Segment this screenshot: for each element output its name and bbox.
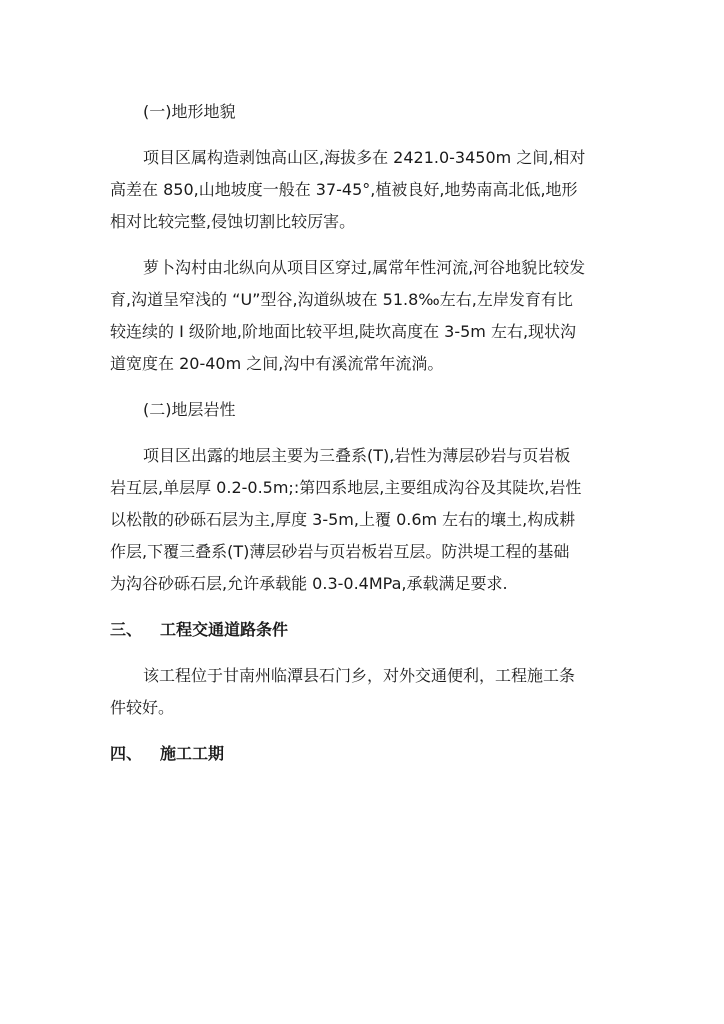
paragraph-line: 该工程位于甘南州临潭县石门乡，对外交通便利，工程施工条	[143, 666, 576, 685]
paragraph-terrain	[110, 142, 620, 238]
section-heading-traffic	[110, 614, 620, 646]
paragraph-line: 项目区属构造剥蚀高山区,海拔多在 2421.0-3450m 之间,相对	[143, 148, 586, 167]
section-title: 施工工期	[160, 744, 225, 763]
paragraph-line: 作层,下覆三叠系(T)薄层砂岩与页岩板岩互层。防洪堤工程的基础	[110, 542, 570, 561]
section-heading-schedule	[110, 738, 620, 770]
paragraph-traffic	[110, 660, 620, 724]
paragraph-line: 为沟谷砂砾石层,允许承载能 0.3-0.4MPa,承载满足要求.	[110, 574, 508, 593]
section-number: 四、	[110, 744, 143, 763]
document-page	[110, 96, 620, 784]
paragraph-line: 道宽度在 20-40m 之间,沟中有溪流常年流淌。	[110, 354, 444, 373]
paragraph-line: 高差在 850,山地坡度一般在 37-45°,植被良好,地势南高北低,地形	[110, 180, 578, 199]
paragraph-line: 育,沟道呈窄浅的 “U”型谷,沟道纵坡在 51.8‰左右,左岸发育有比	[110, 290, 573, 309]
paragraph-line: 萝卜沟村由北纵向从项目区穿过,属常年性河流,河谷地貌比较发	[143, 258, 586, 277]
paragraph-line: 项目区出露的地层主要为三叠系(T),岩性为薄层砂岩与页岩板	[143, 446, 571, 465]
section-title: 工程交通道路条件	[160, 620, 289, 639]
paragraph-river	[110, 252, 620, 380]
paragraph-strata	[110, 440, 620, 600]
paragraph-line: 以松散的砂砾石层为主,厚度 3-5m,上覆 0.6m 左右的壤土,构成耕	[110, 510, 576, 529]
subheading-strata: (二)地层岩性	[143, 400, 236, 419]
paragraph-line: 件较好。	[110, 698, 175, 717]
paragraph-line: 较连续的 I 级阶地,阶地面比较平坦,陡坎高度在 3-5m 左右,现状沟	[110, 322, 577, 341]
subheading-terrain: (一)地形地貌	[143, 102, 236, 121]
section-number: 三、	[110, 620, 143, 639]
paragraph-line: 相对比较完整,侵蚀切割比较厉害。	[110, 212, 356, 231]
paragraph-line: 岩互层,单层厚 0.2-0.5m;:第四系地层,主要组成沟谷及其陡坎,岩性	[110, 478, 582, 497]
